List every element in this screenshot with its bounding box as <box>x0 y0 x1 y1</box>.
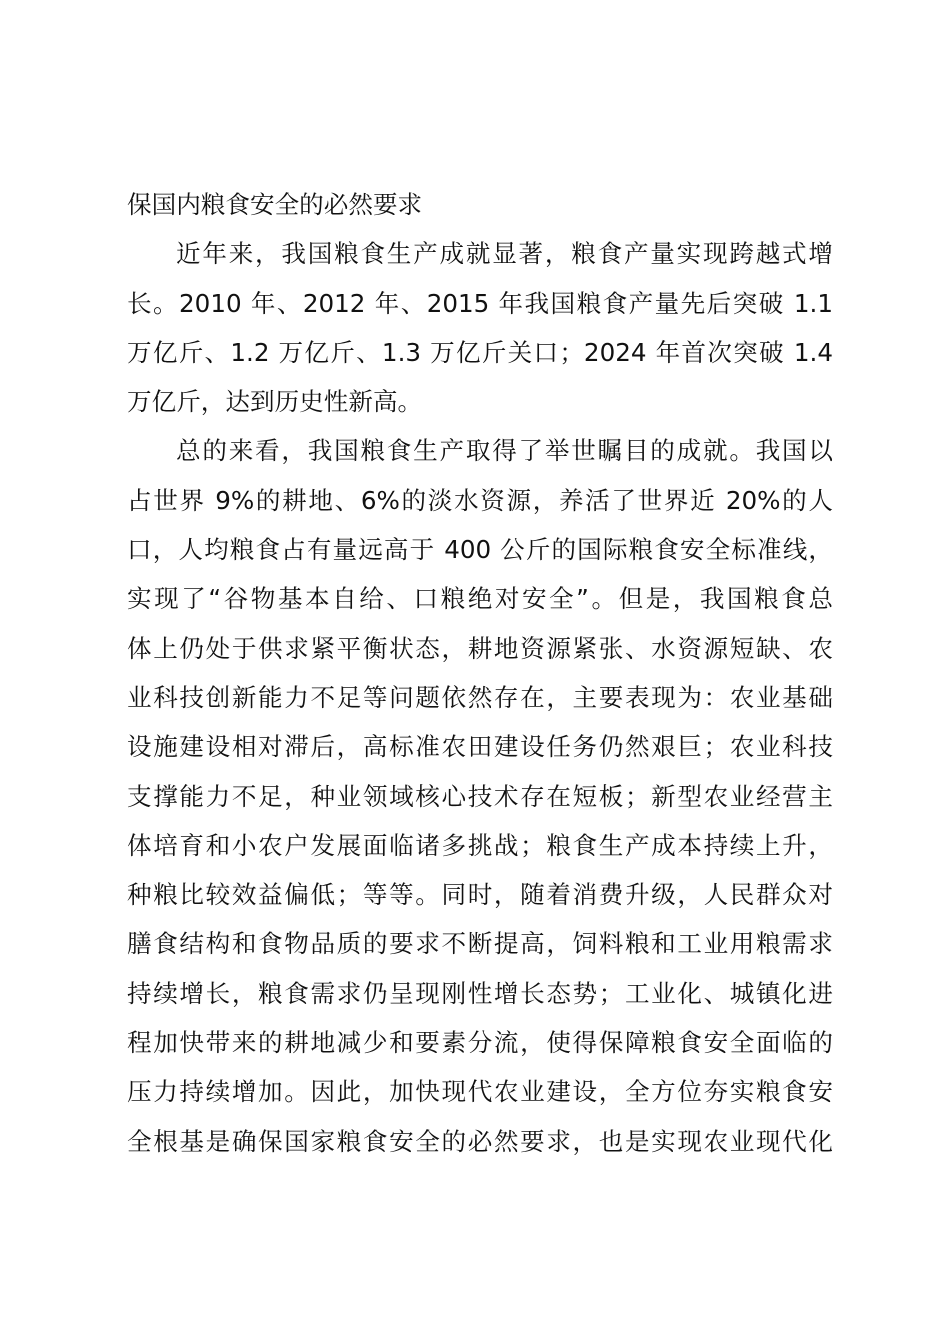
paragraph-line: 支撑能力不足，种业领域核心技术存在短板；新型农业经营主 <box>127 781 833 811</box>
paragraph-line: 业科技创新能力不足等问题依然存在，主要表现为：农业基础 <box>127 682 833 712</box>
paragraph-line: 保国内粮食安全的必然要求 <box>127 190 423 219</box>
paragraph-line: 程加快带来的耕地减少和要素分流，使得保障粮食安全面临的 <box>127 1028 833 1058</box>
paragraph-line: 实现了“谷物基本自给、口粮绝对安全”。但是，我国粮食总 <box>127 584 833 614</box>
paragraph-line: 设施建设相对滞后，高标准农田建设任务仍然艰巨；农业科技 <box>127 732 833 762</box>
paragraph-line: 压力持续增加。因此，加快现代农业建设，全方位夯实粮食安 <box>127 1077 833 1107</box>
paragraph-line: 体上仍处于供求紧平衡状态，耕地资源紧张、水资源短缺、农 <box>127 633 833 663</box>
paragraph-line: 万亿斤、1.2 万亿斤、1.3 万亿斤关口；2024 年首次突破 1.4 <box>127 337 833 367</box>
paragraph-line: 全根基是确保国家粮食安全的必然要求，也是实现农业现代化 <box>127 1126 833 1156</box>
paragraph-line: 膳食结构和食物品质的要求不断提高，饲料粮和工业用粮需求 <box>127 929 833 959</box>
paragraph-line: 占世界 9%的耕地、6%的淡水资源，养活了世界近 20%的人 <box>127 485 833 515</box>
paragraph-line: 持续增长，粮食需求仍呈现刚性增长态势；工业化、城镇化进 <box>127 978 833 1008</box>
paragraph-line: 体培育和小农户发展面临诸多挑战；粮食生产成本持续上升， <box>127 830 833 860</box>
body-text <box>127 180 833 1166</box>
paragraph-line: 口，人均粮食占有量远高于 400 公斤的国际粮食安全标准线， <box>127 535 833 565</box>
paragraph-line: 种粮比较效益偏低；等等。同时，随着消费升级，人民群众对 <box>127 880 833 910</box>
paragraph-line: 近年来，我国粮食生产成就显著，粮食产量实现跨越式增 <box>176 239 833 269</box>
paragraph-line: 总的来看，我国粮食生产取得了举世瞩目的成就。我国以 <box>176 436 833 466</box>
paragraph-line: 万亿斤，达到历史性新高。 <box>127 387 423 417</box>
paragraph-line: 长。2010 年、2012 年、2015 年我国粮食产量先后突破 1.1 <box>127 288 833 318</box>
